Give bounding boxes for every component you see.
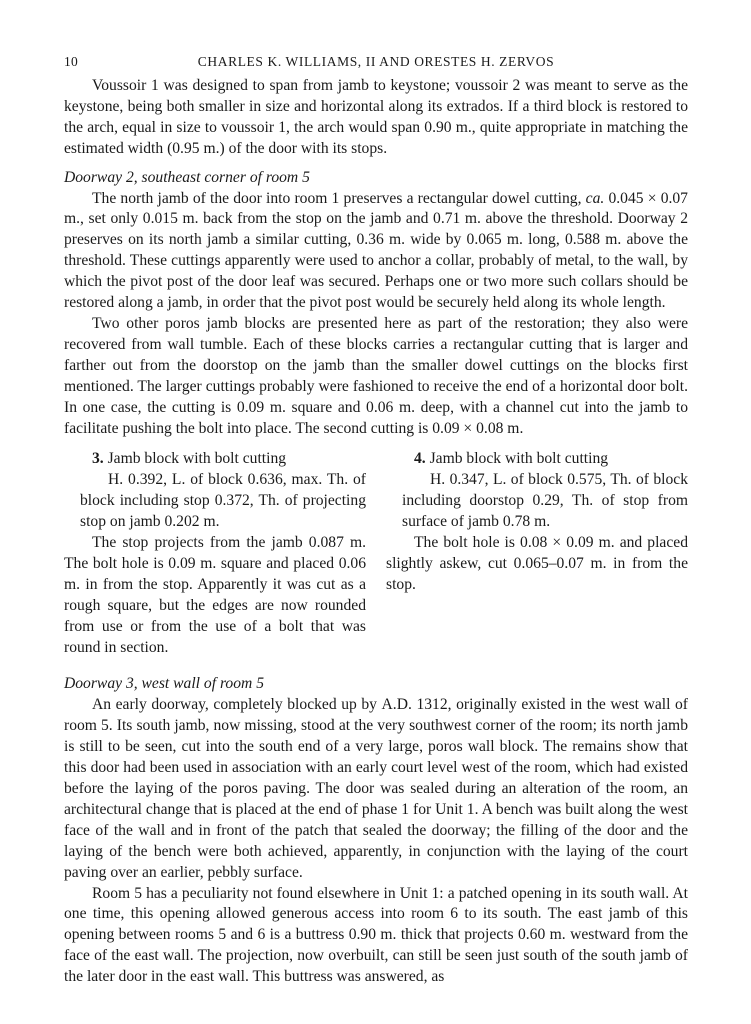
running-title: CHARLES K. WILLIAMS, II AND ORESTES H. ZERVOS [197,54,555,69]
catalog-description: The bolt hole is 0.08 × 0.09 m. and placed slightly askew, cut 0.065–0.07 m. in from the stop. [386,534,688,593]
doorway-3-p1-text-b: 1312, originally existed in the west wall of room 5. Its south jamb, now missing, stood at the very southwest corner of the room; its north jamb is still to be seen, cut into the south end of a very large, poros wall block. The remains show that this door had been used in association with an early court level west of the room, which had existed before the laying of the poros paving. The door was sealed during an alteration of the room, an architectural change that is placed at the end of phase 1 for Unit 1. A bench was built along the west face of the wall and in front of the patch that sealed the doorway; the filling of the door and the laying of the bench were both achieved, apparently, in conjunction with the laying of the court paving over an earlier, pebbly surface. [64,696,688,881]
doorway-3-p1-text-a: An early doorway, completely blocked up by [92,696,382,714]
doorway-2-heading: Doorway 2, southeast corner of room 5 [64,168,310,186]
running-head [64,54,688,76]
doorway-3-paragraph-1 [64,695,688,883]
catalog-title: Jamb block with bolt cutting [429,450,609,468]
catalog-entry-3 [64,449,366,658]
doorway-3-heading: Doorway 3, west wall of room 5 [64,675,264,693]
catalog-dimensions: H. 0.392, L. of block 0.636, max. Th. of block including stop 0.372, Th. of projecting stop on jamb 0.202 m. [80,471,366,531]
page-number: 10 [64,54,79,69]
catalog-title: Jamb block with bolt cutting [107,450,287,468]
doorway-2-p1-text-b: 0.045 × 0.07 m., set only 0.015 m. back from the stop on the jamb and 0.71 m. above the threshold. Doorway 2 preserves on its north jamb a similar cutting, 0.36 m. wide by 0.065 m. long, 0.588 m. above the threshold. These cuttings apparently were used to anchor a collar, probably of metal, to the wall, by which the pivot post of the door leaf was secured. Perhaps one or two more such collars should be restored along a jamb, in order that the pivot post would be securely held along its whole length. [64,189,688,312]
doorway-2-paragraph-2: Two other poros jamb blocks are presented here as part of the restoration; they also were recovered from wall tumble. Each of these blocks carries a rectangular cutting that is larger and farther out from the doorstop on the jamb than the smaller dowel cuttings on the blocks first mentioned. The larger cuttings probably were fashioned to receive the end of a horizontal door bolt. In one case, the cutting is 0.09 m. square and 0.06 m. deep, with a channel cut into the jamb to facilitate pushing the bolt into place. The second cutting is 0.09 × 0.08 m. [64,314,688,437]
catalog-number: 3. [92,450,104,468]
catalog-dimensions: H. 0.347, L. of block 0.575, Th. of block including doorstop 0.29, Th. of stop from surface of jamb 0.78 m. [402,471,688,531]
doorway-2-paragraph-1 [64,189,688,314]
catalog-entries [64,449,688,658]
page [64,54,688,988]
catalog-number: 4. [414,450,426,468]
circa-abbreviation: ca. [585,189,605,207]
doorway-3-paragraph-2: Room 5 has a peculiarity not found elsewhere in Unit 1: a patched opening in its south wall. At one time, this opening allowed generous access into room 6 to its south. The east jamb of this opening between rooms 5 and 6 is a buttress 0.90 m. thick that projects 0.60 m. westward from the face of the east wall. The projection, now overbuilt, can still be seen just south of the south jamb of the later door in the east wall. This buttress was answered, as [64,884,688,986]
catalog-entry-4 [386,449,688,658]
catalog-entry-4-heading [386,449,688,470]
catalog-entry-3-heading [64,449,366,470]
body-text [64,76,688,988]
doorway-2-p1-text-a: The north jamb of the door into room 1 preserves a rectangular dowel cutting, [92,189,586,207]
intro-paragraph: Voussoir 1 was designed to span from jamb to keystone; voussoir 2 was meant to serve as the keystone, being both smaller in size and horizontal along its extrados. If a third block is restored to the arch, equal in size to voussoir 1, the arch would span 0.90 m., quite appropriate in matching the estimated width (0.95 m.) of the door with its stops. [64,77,688,157]
era-abbreviation: A.D. [381,696,412,714]
catalog-description: The stop projects from the jamb 0.087 m. The bolt hole is 0.09 m. square and placed 0.06 m. in from the stop. Apparently it was cut as a rough square, but the edges are now rounded from use or from the use of a bolt that was round in section. [64,534,366,656]
